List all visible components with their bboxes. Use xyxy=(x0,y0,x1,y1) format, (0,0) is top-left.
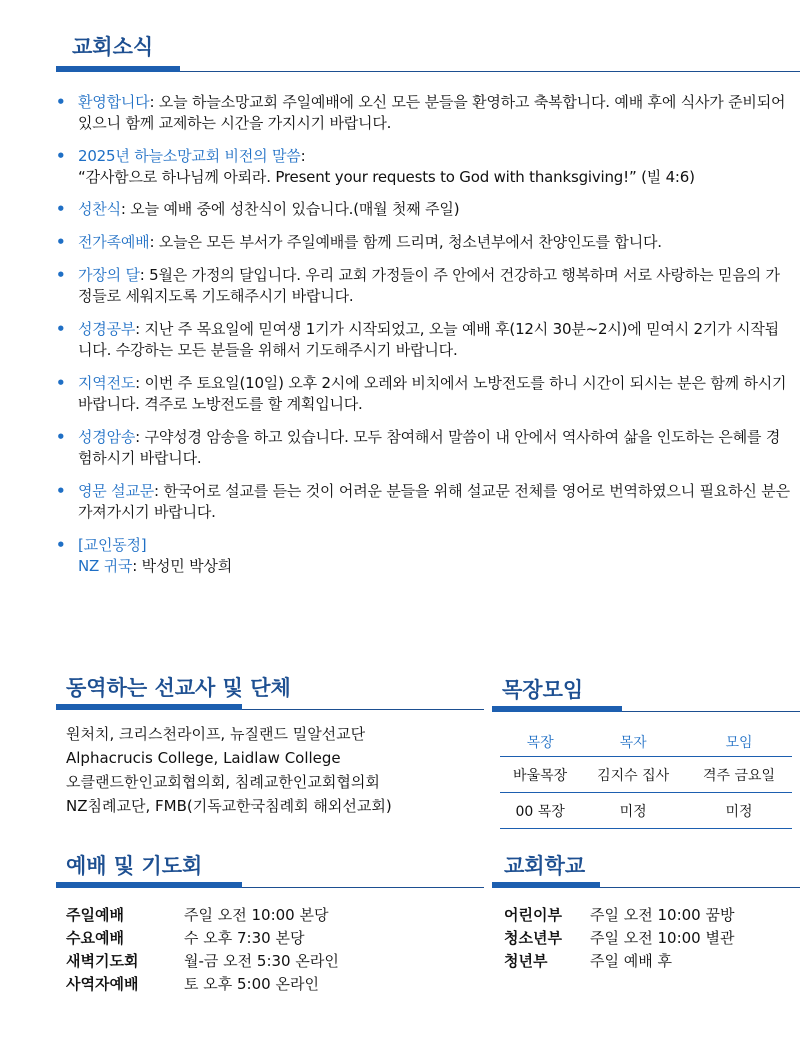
cell-bar xyxy=(492,706,622,712)
table-row xyxy=(500,757,792,793)
school-label: 청소년부 xyxy=(504,929,562,947)
news-title: 교회소식 xyxy=(72,35,154,59)
worship-value: 주일 오전 10:00 본당 xyxy=(184,906,329,924)
table-cell: 바울목장 xyxy=(500,757,580,793)
missions-list xyxy=(66,722,476,818)
school-row xyxy=(504,904,734,927)
worship-title: 예배 및 기도회 xyxy=(66,854,203,878)
worship-schedule xyxy=(66,904,339,996)
news-item: • 전가족예배: 오늘은 모든 부서가 주일예배를 함께 드리며, 청소년부에서 찬양인도를 합니다. xyxy=(56,233,662,251)
news-item-text: 지난 주 목요일에 믿여생 1기가 시작되었고, 오늘 예배 후(12시 30분~2시)에 믿여시 2기가 시작됩니다. 수강하는 모든 분들을 위해서 기도해주시기 바랍니다. xyxy=(78,320,779,359)
cell-header: 목자 xyxy=(580,728,686,757)
news-item-key: [교인동정] xyxy=(78,536,147,554)
news-item: • 영문 설교문: 한국어로 설교를 듣는 것이 어려운 분들을 위해 설교문 전체를 영어로 번역하였으니 필요하신 분은 가져가시기 바랍니다. xyxy=(56,482,790,521)
news-bar xyxy=(56,66,180,72)
news-item-key: 전가족예배 xyxy=(78,233,150,251)
cell-header-row xyxy=(500,728,792,757)
worship-value: 수 오후 7:30 본당 xyxy=(184,929,305,947)
news-item-text: “감사함으로 하나님께 아뢰라. Present your requests to God with thanksgiving!” (빌 4:6) xyxy=(78,168,695,186)
missions-title: 동역하는 선교사 및 단체 xyxy=(66,676,291,700)
school-row xyxy=(504,950,734,973)
news-item: • 환영합니다: 오늘 하늘소망교회 주일예배에 오신 모든 분들을 환영하고 축복합니다. 예배 후에 식사가 준비되어 있으니 함께 교제하는 시간을 가지시기 바랍니다. xyxy=(56,93,786,132)
worship-row xyxy=(66,927,339,950)
news-item: • 지역전도: 이번 주 토요일(10일) 오후 2시에 오레와 비치에서 노방전도를 하니 시간이 되시는 분은 함께 하시기 바랍니다. 격주로 노방전도를 할 계획입니다. xyxy=(56,374,787,413)
news-item-key: 지역전도 xyxy=(78,374,136,392)
news-item-text: 오늘 예배 중에 성찬식이 있습니다.(매월 첫째 주일) xyxy=(130,200,460,218)
news-item-text: 5월은 가정의 달입니다. 우리 교회 가정들이 주 안에서 건강하고 행복하며 서로 사랑하는 믿음의 가정들로 세워지도록 기도해주시기 바랍니다. xyxy=(78,266,780,305)
worship-row xyxy=(66,950,339,973)
news-item-text: : 박성민 박상희 xyxy=(132,557,232,575)
cell-header: 모임 xyxy=(686,728,792,757)
table-cell: 00 목장 xyxy=(500,793,580,829)
news-item-key: 영문 설교문 xyxy=(78,482,155,500)
school-bar xyxy=(492,882,600,888)
news-item: • 성찬식: 오늘 예배 중에 성찬식이 있습니다.(매월 첫째 주일) xyxy=(56,200,460,218)
news-item: • 성경공부: 지난 주 목요일에 믿여생 1기가 시작되었고, 오늘 예배 후(12시 30분~2시)에 믿여시 2기가 시작됩니다. 수강하는 모든 분들을 위해서 기도해주시기 바랍니다. xyxy=(56,320,779,359)
school-value: 주일 예배 후 xyxy=(590,952,672,970)
worship-label: 사역자예배 xyxy=(66,975,139,993)
news-item-text: 오늘은 모든 부서가 주일예배를 함께 드리며, 청소년부에서 찬양인도를 합니다. xyxy=(158,233,662,251)
news-item-text: 이번 주 토요일(10일) 오후 2시에 오레와 비치에서 노방전도를 하니 시간이 되시는 분은 함께 하시기 바랍니다. 격주로 노방전도를 할 계획입니다. xyxy=(78,374,787,413)
table-row xyxy=(500,793,792,829)
school-value: 주일 오전 10:00 꿈방 xyxy=(590,906,735,924)
news-item-key: 성찬식 xyxy=(78,200,121,218)
news-item-key: 성경공부 xyxy=(78,320,136,338)
worship-label: 주일예배 xyxy=(66,906,124,924)
cell-title: 목장모임 xyxy=(502,678,584,702)
missions-line: 원처치, 크리스천라이프, 뉴질랜드 밀알선교단 xyxy=(66,725,366,743)
worship-label: 새벽기도회 xyxy=(66,952,139,970)
news-list xyxy=(56,92,790,589)
missions-line: Alphacrucis College, Laidlaw College xyxy=(66,749,341,767)
news-item-text: 한국어로 설교를 듣는 것이 어려운 분들을 위해 설교문 전체를 영어로 번역하였으니 필요하신 분은 가져가시기 바랍니다. xyxy=(78,482,790,521)
worship-value: 월-금 오전 5:30 온라인 xyxy=(184,952,339,970)
table-cell: 미정 xyxy=(686,793,792,829)
table-cell: 미정 xyxy=(580,793,686,829)
cell-table xyxy=(500,728,792,829)
school-row xyxy=(504,927,734,950)
worship-row xyxy=(66,973,339,996)
missions-line: 오클랜드한인교회협의회, 침례교한인교회협의회 xyxy=(66,773,380,791)
school-label: 어린이부 xyxy=(504,906,562,924)
worship-bar xyxy=(56,882,242,888)
news-item: • [교인동정] NZ 귀국: 박성민 박상희 xyxy=(56,536,232,575)
worship-row xyxy=(66,904,339,927)
news-item-key: 성경암송 xyxy=(78,428,136,446)
school-schedule xyxy=(504,904,734,973)
news-item-text: 오늘 하늘소망교회 주일예배에 오신 모든 분들을 환영하고 축복합니다. 예배 후에 식사가 준비되어 있으니 함께 교제하는 시간을 가지시기 바랍니다. xyxy=(78,93,786,132)
news-item-subkey: NZ 귀국 xyxy=(78,557,133,575)
news-item-text: 구약성경 암송을 하고 있습니다. 모두 참여해서 말씀이 내 안에서 역사하여 삶을 인도하는 은혜를 경험하시기 바랍니다. xyxy=(78,428,781,467)
school-label: 청년부 xyxy=(504,952,548,970)
news-item-key: 환영합니다 xyxy=(78,93,150,111)
news-item-key: 가장의 달 xyxy=(78,266,140,284)
news-item: • 가장의 달: 5월은 가정의 달입니다. 우리 교회 가정들이 주 안에서 건강하고 행복하며 서로 사랑하는 믿음의 가정들로 세워지도록 기도해주시기 바랍니다. xyxy=(56,266,780,305)
missions-line: NZ침례교단, FMB(기독교한국침례회 해외선교회) xyxy=(66,797,392,815)
school-value: 주일 오전 10:00 별관 xyxy=(590,929,735,947)
news-item: • 2025년 하늘소망교회 비전의 말씀: “감사함으로 하나님께 아뢰라. Present your requests to God with thanksgiving!” (빌 4:6) xyxy=(56,147,695,186)
table-cell: 격주 금요일 xyxy=(686,757,792,793)
cell-header: 목장 xyxy=(500,728,580,757)
worship-label: 수요예배 xyxy=(66,929,124,947)
missions-bar xyxy=(56,704,242,710)
school-title: 교회학교 xyxy=(504,854,586,878)
worship-value: 토 오후 5:00 온라인 xyxy=(184,975,319,993)
news-item-key: 2025년 하늘소망교회 비전의 말씀 xyxy=(78,147,301,165)
news-item: • 성경암송: 구약성경 암송을 하고 있습니다. 모두 참여해서 말씀이 내 안에서 역사하여 삶을 인도하는 은혜를 경험하시기 바랍니다. xyxy=(56,428,781,467)
table-cell: 김지수 집사 xyxy=(580,757,686,793)
